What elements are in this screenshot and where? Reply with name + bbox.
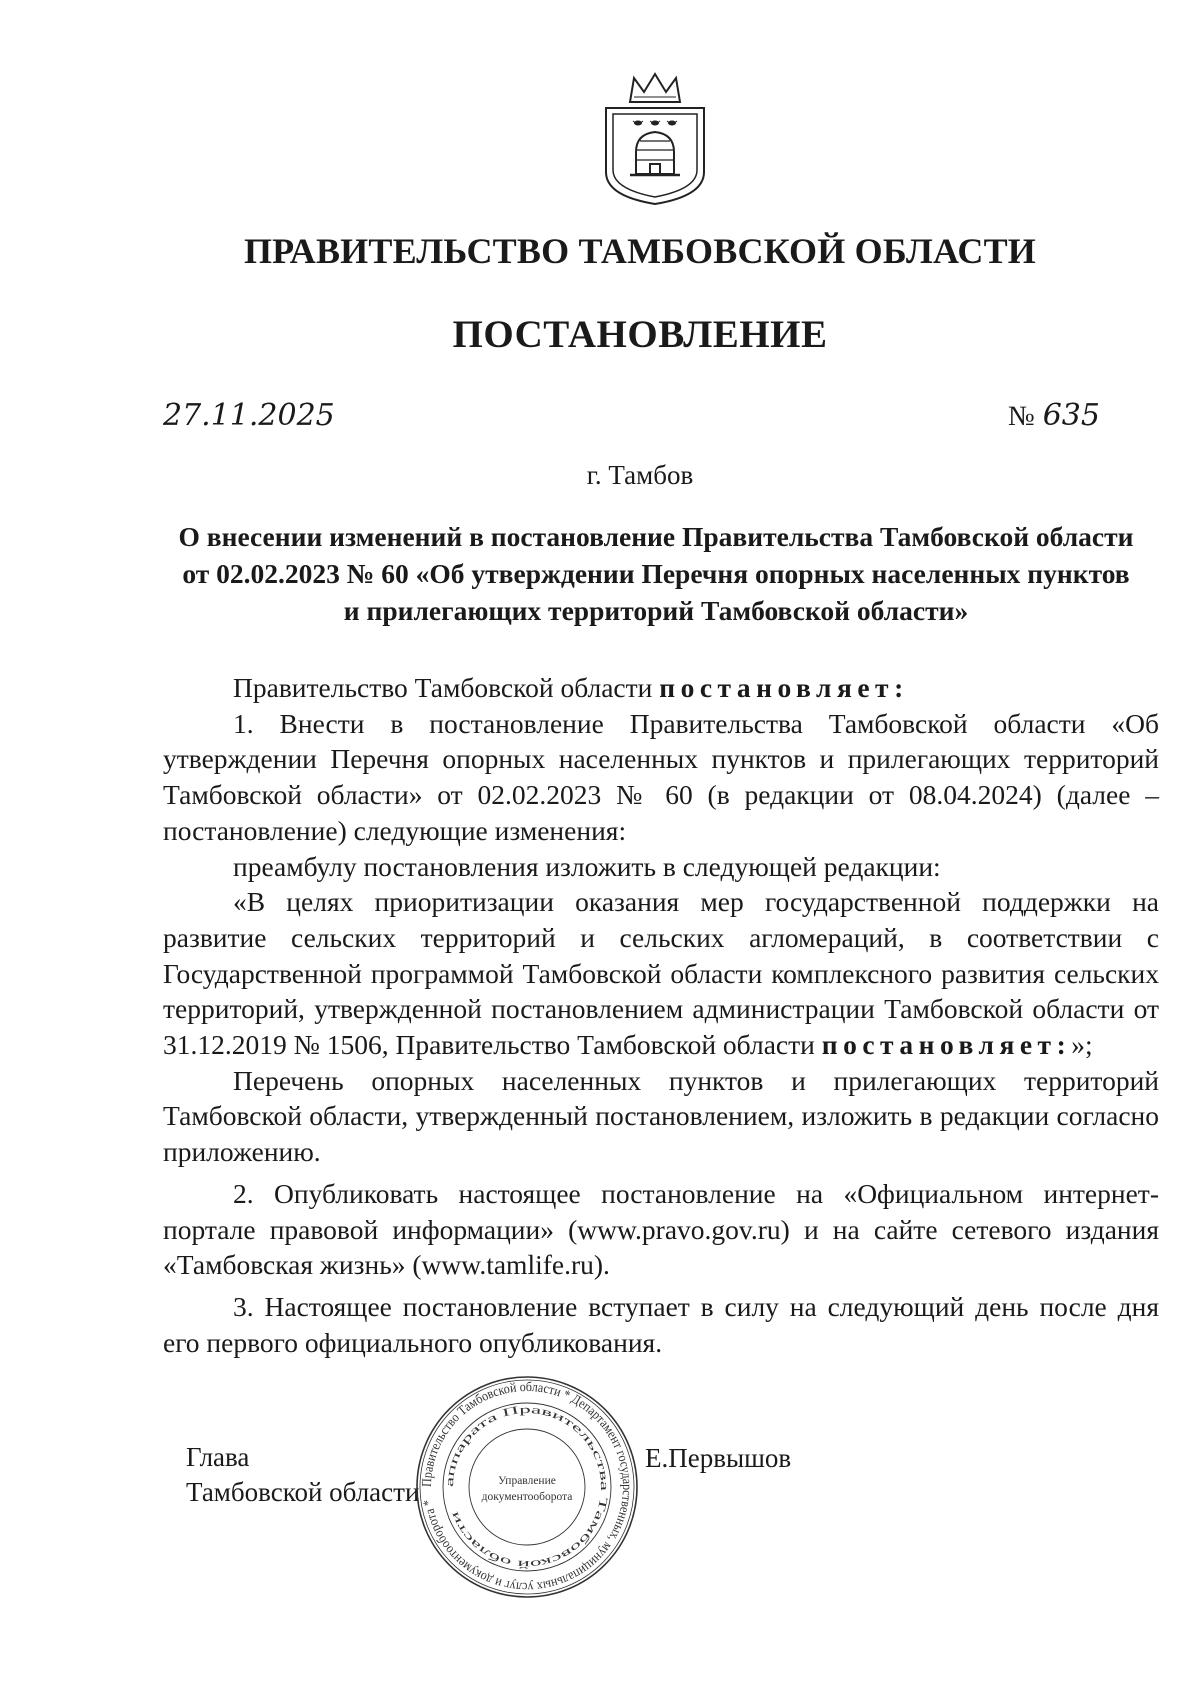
preamble-quote-text: «В целях приоритизации оказания мер государственной поддержки на развитие сельских территорий и сельских агломераций, в соответствии с Государственной программой Тамбовской области комплексного развития сельских территорий, утвержденной постановлением администрации Тамбовской области от 31.12.2019 № 1506, Правительство Тамбовской области [163, 886, 1159, 1061]
official-stamp [412, 1372, 642, 1602]
intro-paragraph [163, 670, 1159, 706]
signatory-title [186, 1440, 419, 1510]
document-subject [150, 518, 1162, 629]
stamp-center-line-2: документооборота [481, 1491, 573, 1503]
document-city: г. Тамбов [586, 460, 694, 490]
intro-text: Правительство Тамбовской области [233, 672, 660, 703]
document-body [163, 670, 1159, 1360]
item-1-paragraph: 1. Внести в постановление Правительства Тамбовской области «Об утверждении Перечня опорных населенных пунктов и прилегающих территорий Тамбовской области» от 02.02.2023 № 60 (в редакции от 08.04.2024) (далее – постановление) следующие изменения: [163, 707, 1159, 846]
stamp-inner-text: аппарата Правительства Тамбовской области [443, 1403, 610, 1571]
signatory-title-line-1: Глава [186, 1442, 250, 1472]
preamble-intro-paragraph: преамбулу постановления изложить в следующей редакции: [233, 850, 941, 882]
item-3-paragraph: 3. Настоящее постановление вступает в силу на следующий день после дня его первого официального опубликования. [163, 1290, 1159, 1358]
stamp-outer-text: Правительство Тамбовской области * Департамент государственных, муниципальных услуг и документооборота * [418, 1378, 636, 1596]
subject-line-2: от 02.02.2023 № 60 «Об утверждении Перечня опорных населенных пунктов [182, 558, 1130, 589]
signatory-name: Е.Первышов [645, 1443, 792, 1473]
preamble-quote-paragraph [163, 884, 1159, 1063]
coat-of-arms-emblem [600, 72, 710, 206]
document-type: ПОСТАНОВЛЕНИЕ [452, 313, 828, 356]
preamble-close: »; [1071, 1029, 1093, 1061]
number-label: № [1008, 401, 1035, 432]
subject-line-1: О внесении изменений в постановление Правительства Тамбовской области [178, 521, 1134, 552]
document-date: 27.11.2025 [163, 398, 335, 433]
document-number-block [1008, 398, 1100, 433]
organization-title: ПРАВИТЕЛЬСТВО ТАМБОВСКОЙ ОБЛАСТИ [243, 231, 1037, 271]
list-change-paragraph: Перечень опорных населенных пунктов и прилегающих территорий Тамбовской области, утвержденный постановлением, изложить в редакции согласно приложению. [163, 1064, 1159, 1168]
preamble-decree-word: постановляет: [821, 1029, 1072, 1061]
subject-line-3: и прилегающих территорий Тамбовской области» [343, 595, 969, 626]
item-2-paragraph: 2. Опубликовать настоящее постановление на «Официальном интернет-портале правовой информации» (www.pravo.gov.ru) и на сайте сетевого издания «Тамбовская жизнь» (www.tamlife.ru). [163, 1177, 1159, 1281]
signatory-title-line-2: Тамбовской области [186, 1477, 420, 1507]
document-number: 635 [1042, 398, 1100, 433]
intro-decree-word: постановляет: [659, 672, 909, 703]
stamp-center-line-1: Управление [498, 1475, 556, 1487]
